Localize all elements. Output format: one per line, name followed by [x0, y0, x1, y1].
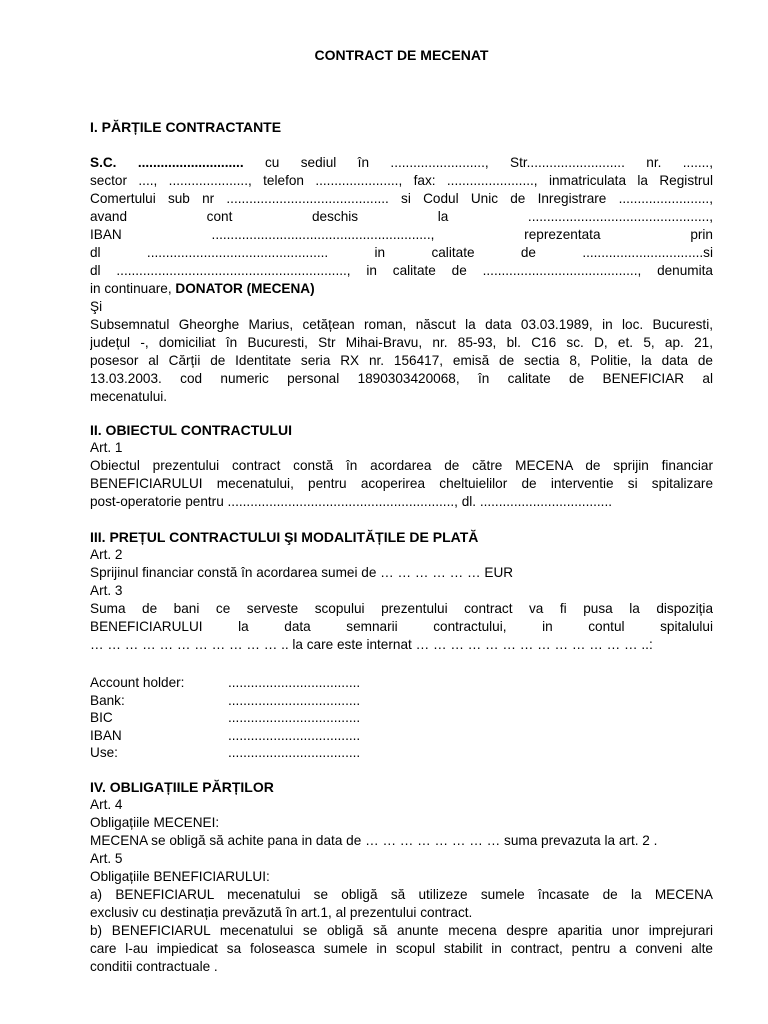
account-row: IBAN ...................................: [90, 727, 361, 743]
price-line-2: Suma de bani ce serveste scopului prezentului contract va fi pusa la dispoziția: [90, 601, 713, 616]
account-details: [90, 674, 713, 762]
donator-label: DONATOR (MECENA): [175, 281, 315, 296]
and-conjunction: Şi: [90, 299, 103, 314]
object-line-2: BENEFICIARULUI mecenatului, pentru acoperirea cheltuielilor de interventie si spitalizare: [90, 476, 713, 491]
account-row: Bank: ...................................: [90, 692, 361, 708]
art-2-label: Art. 2: [90, 547, 123, 562]
beneficiary-line-3: posesor al Cărții de Identitate seria RX nr. 156417, emisă de sectia 8, Politie, la data de: [90, 353, 713, 368]
parties-line-1-rest: cu sediul în ........................., Str.......................... nr. .......,: [265, 155, 713, 170]
obligations-mecena-heading: Obligațiile MECENEI:: [90, 815, 220, 830]
beneficiary-line-5: mecenatului.: [90, 389, 168, 404]
beneficiary-line-2: județul -, domiciliat în Bucuresti, Str Mihai-Bravu, nr. 85-93, bl. C16 sc. D, et. 5, ap. 21,: [90, 335, 713, 350]
section-1-heading: I. PĂRȚILE CONTRACTANTE: [90, 119, 282, 135]
art-1-label: Art. 1: [90, 440, 123, 455]
section-4-body: [90, 796, 713, 976]
price-line-1: Sprijinul financiar constă în acordarea sumei de … … … … … … EUR: [90, 565, 514, 580]
price-line-3: BENEFICIARULUI la data semnarii contractului, in contul spitalului: [90, 619, 713, 634]
parties-line-4: avand cont deschis la ................................................,: [90, 209, 713, 224]
obligation-a-line-2: exclusiv cu destinația prevăzută în art.1, al prezentului contract.: [90, 905, 473, 920]
account-row: Use: ...................................: [90, 745, 361, 760]
obligation-b-line-3: conditii contractuale .: [90, 959, 218, 974]
section-2-heading: II. OBIECTUL CONTRACTULUI: [90, 422, 292, 438]
obligations-mecena-line: MECENA se obligă să achite pana in data de … … … … … … … … suma prevazuta la art. 2 .: [90, 833, 658, 848]
section-4-heading: IV. OBLIGAȚIILE PĂRȚILOR: [90, 779, 274, 795]
sc-dots: ............................: [137, 155, 244, 170]
obligation-b-line-2: care l-au impiedicat sa foloseasca sumele in scopul stabilit in contract, pentru a conveni alte: [90, 941, 713, 956]
section-2-body: [90, 439, 713, 511]
parties-line-6: dl ................................................ in calitate de ................................si: [90, 245, 713, 260]
obligation-b-line-1: b) BENEFICIARUL mecenatului se obligă să anunte mecena despre aparitia unor imprejurari: [90, 923, 713, 938]
beneficiary-line-4: 13.03.2003. cod numeric personal 1890303420068, în calitate de BENEFICIAR al: [90, 371, 713, 386]
section-1-body: [90, 154, 713, 406]
section-3-heading: III. PREȚUL CONTRACTULUI ŞI MODALITĂȚILE DE PLATĂ: [90, 529, 479, 545]
account-row: BIC ...................................: [90, 710, 361, 725]
price-line-4: … … … … … … … … … … … .. la care este internat … … … … … … … … … … … … … ..:: [90, 637, 653, 652]
sc-label: S.C.: [90, 155, 117, 170]
parties-line-3: Comertului sub nr ........................................... si Codul Unic de Inregistrare ........................,: [90, 191, 713, 206]
section-3-body: [90, 546, 713, 654]
art-5-label: Art. 5: [90, 851, 123, 866]
obligation-a-line-1: a) BENEFICIARUL mecenatului se obligă să utilizeze sumele încasate de la MECENA: [90, 887, 713, 902]
object-line-1: Obiectul prezentului contract constă în acordarea de către MECENA de sprijin financiar: [90, 458, 713, 473]
art-4-label: Art. 4: [90, 797, 123, 812]
beneficiary-line-1: Subsemnatul Gheorghe Marius, cetățean roman, născut la data 03.03.1989, in loc. Bucuresti,: [90, 317, 713, 332]
parties-line-5: IBAN .........................................................., reprezentata prin: [90, 227, 713, 242]
parties-line-7: dl ............................................................., in calitate de ........................................., denumita: [90, 263, 713, 278]
parties-line-2: sector ...., ....................., telefon ......................, fax: ......................., inmatriculata la Registrul: [90, 173, 713, 188]
object-line-3: post-operatorie pentru ............................................................, dl. ...................................: [90, 494, 613, 509]
document-title: CONTRACT DE MECENAT: [314, 47, 489, 63]
obligations-beneficiary-heading: Obligațiile BENEFICIARULUI:: [90, 869, 270, 884]
parties-line-8: in continuare, DONATOR (MECENA): [90, 281, 315, 296]
parties-line-1: [90, 154, 713, 172]
account-row: Account holder: ...................................: [90, 675, 361, 690]
art-3-label: Art. 3: [90, 583, 123, 598]
